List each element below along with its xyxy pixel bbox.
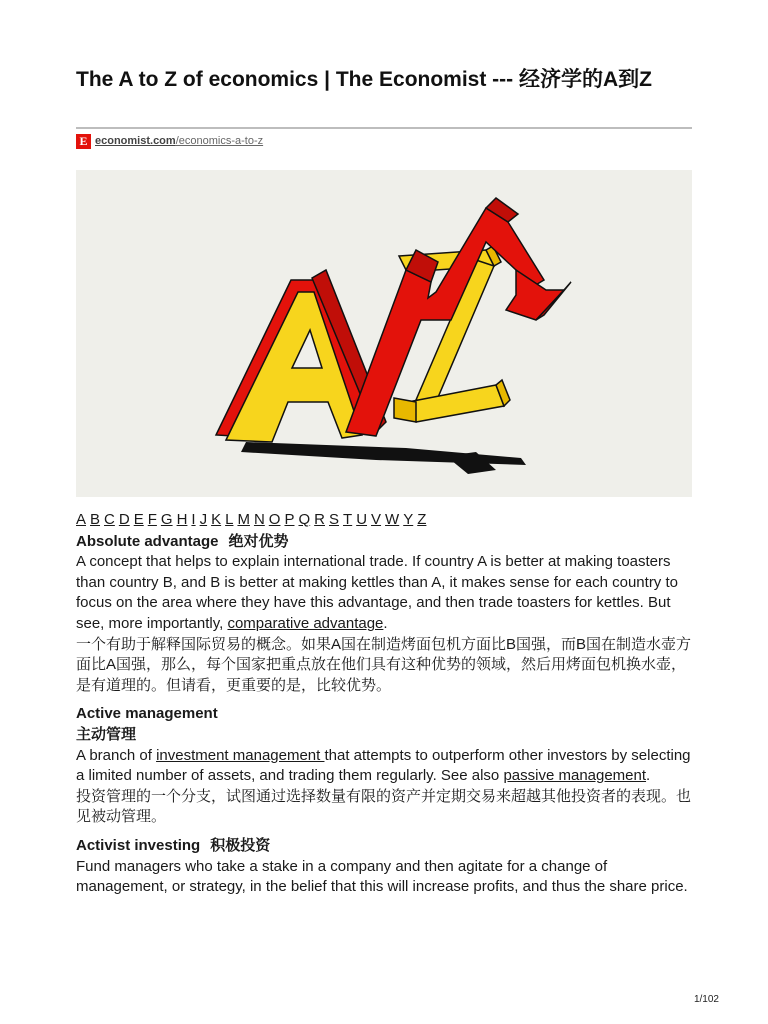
alphabet-link-p[interactable]: P bbox=[284, 511, 295, 528]
definition-text: . bbox=[383, 614, 388, 632]
alphabet-link-d[interactable]: D bbox=[118, 511, 130, 528]
entry-term-en: Active management bbox=[76, 705, 218, 723]
alphabet-link-r[interactable]: R bbox=[314, 511, 325, 528]
entry-term-en: Absolute advantage bbox=[76, 532, 219, 550]
comparative-advantage-link[interactable]: comparative advantage bbox=[227, 614, 384, 632]
alphabet-link-b[interactable]: B bbox=[90, 511, 101, 528]
source-domain-link[interactable]: economist.com bbox=[95, 135, 176, 147]
entry-definition-en: Fund managers who take a stake in a company and then agitate for a change of management, or strategy, in the belief that this will increase profits, and thus the share price. bbox=[76, 857, 688, 896]
entry-term-cn: 绝对优势 bbox=[228, 532, 289, 550]
alphabet-link-m[interactable]: M bbox=[237, 511, 250, 528]
alphabet-link-w[interactable]: W bbox=[385, 511, 400, 528]
alphabet-link-a[interactable]: A bbox=[76, 511, 87, 528]
alphabet-link-c[interactable]: C bbox=[104, 511, 115, 528]
entry-term-cn: 积极投资 bbox=[210, 836, 271, 854]
alphabet-link-g[interactable]: G bbox=[160, 511, 173, 528]
alphabet-link-s[interactable]: S bbox=[329, 511, 340, 528]
alphabet-link-f[interactable]: F bbox=[147, 511, 157, 528]
entry-definition-en bbox=[76, 552, 692, 634]
definition-text: that attempts to outperform other investors by selecting a limited number of assets, and trading them regularly. See also bbox=[76, 746, 691, 785]
definition-text: A concept that helps to explain international trade. If country A is better at making toasters than country B, and B is better at making kettles than A, it makes sense for each country to focus on the area where they have this advantage, and then trade toasters for kettles. But see, more importantly, bbox=[76, 553, 678, 632]
passive-management-link[interactable]: passive management bbox=[503, 767, 647, 785]
alphabet-link-l[interactable]: L bbox=[225, 511, 234, 528]
title-divider bbox=[76, 127, 692, 129]
entry-term bbox=[76, 836, 692, 857]
investment-management-link[interactable]: investment management bbox=[156, 746, 325, 764]
page-number: 1/102 bbox=[693, 994, 719, 1005]
alphabet-index bbox=[76, 510, 692, 531]
alphabet-link-y[interactable]: Y bbox=[403, 511, 414, 528]
source-path-link[interactable]: /economics-a-to-z bbox=[175, 135, 264, 147]
entry-definition-cn: 投资管理的一个分支，试图通过选择数量有限的资产并定期交易来超越其他投资者的表现。也见被动管理。 bbox=[76, 787, 692, 826]
definition-text: A branch of bbox=[76, 746, 157, 764]
entry-term-en: Activist investing bbox=[76, 836, 201, 854]
a-to-z-illustration-svg bbox=[76, 170, 692, 497]
alphabet-link-j[interactable]: J bbox=[199, 511, 208, 528]
definition-text: . bbox=[646, 767, 651, 785]
document-body bbox=[76, 510, 692, 898]
alphabet-link-u[interactable]: U bbox=[356, 511, 368, 528]
alphabet-link-h[interactable]: H bbox=[176, 511, 188, 528]
alphabet-link-i[interactable]: I bbox=[191, 511, 196, 528]
entry-term bbox=[76, 532, 692, 553]
alphabet-link-q[interactable]: Q bbox=[298, 511, 311, 528]
economist-logo-icon: E bbox=[76, 134, 91, 149]
alphabet-link-k[interactable]: K bbox=[211, 511, 222, 528]
page-title: The A to Z of economics | The Economist --- 经济学的A到Z bbox=[76, 68, 652, 91]
alphabet-link-e[interactable]: E bbox=[133, 511, 144, 528]
alphabet-link-v[interactable]: V bbox=[371, 511, 382, 528]
a-to-z-illustration bbox=[76, 170, 692, 497]
entry-definition-en bbox=[76, 746, 692, 787]
alphabet-link-n[interactable]: N bbox=[253, 511, 265, 528]
source-line[interactable] bbox=[76, 133, 263, 149]
entry-definition-cn: 一个有助于解释国际贸易的概念。如果A国在制造烤面包机方面比B国强，而B国在制造水壶方面比A国强，那么，每个国家把重点放在他们具有这种优势的领域，然后用烤面包机换水壶，是有道理的。但请看，更重要的是，比较优势。 bbox=[76, 635, 692, 694]
alphabet-link-z[interactable]: Z bbox=[417, 511, 427, 528]
alphabet-link-o[interactable]: O bbox=[268, 511, 281, 528]
alphabet-link-t[interactable]: T bbox=[343, 511, 353, 528]
entry-term-cn: 主动管理 bbox=[76, 725, 137, 743]
